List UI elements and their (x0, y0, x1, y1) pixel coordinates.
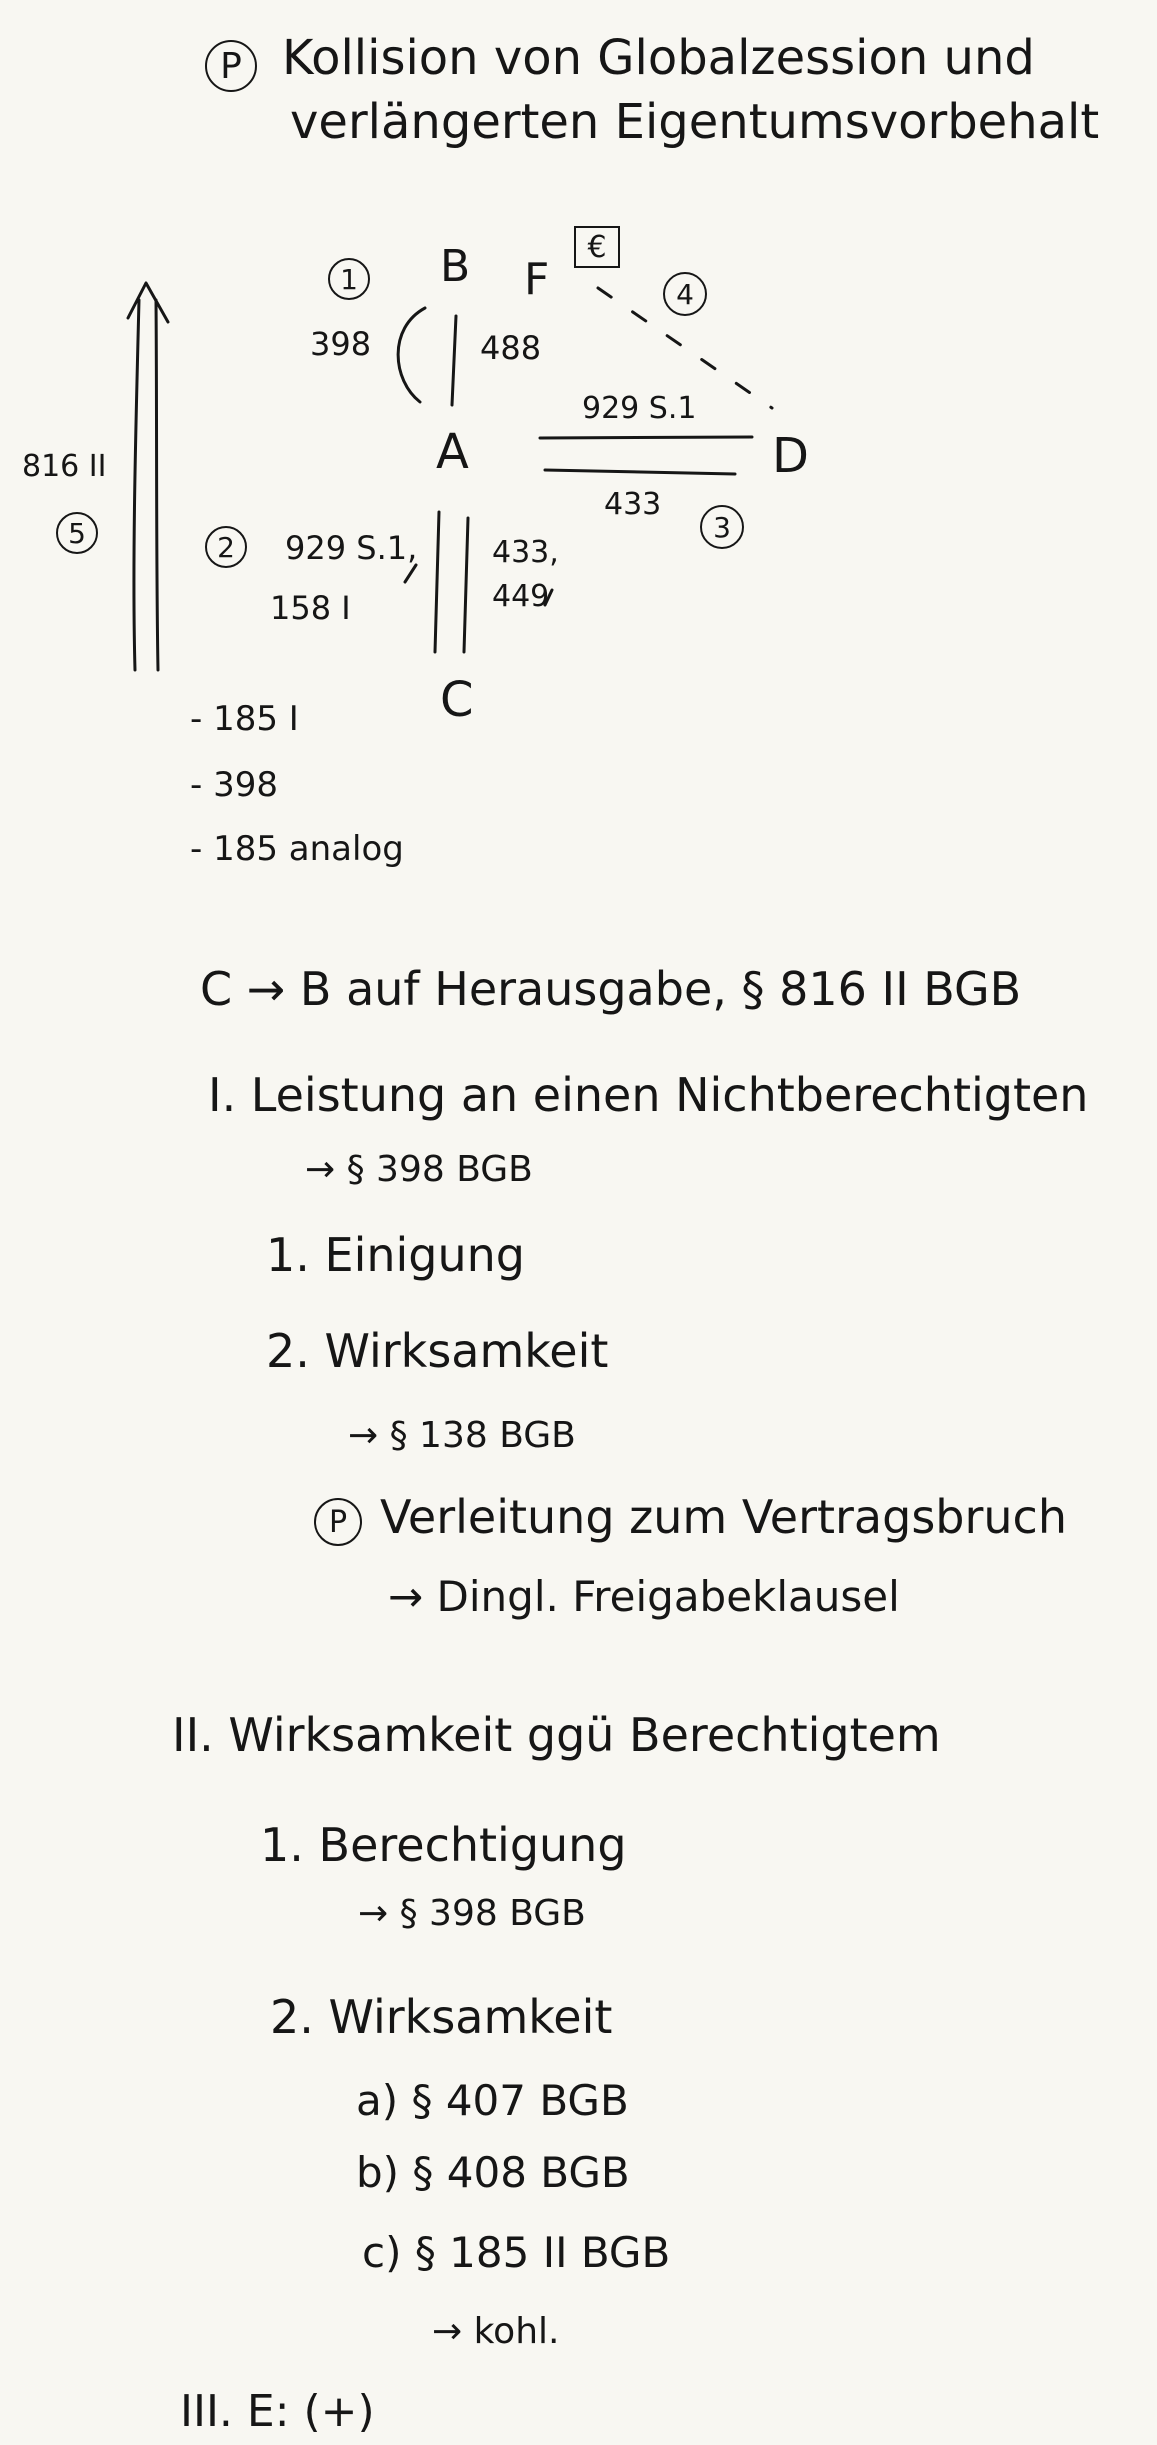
section-2-2-c: c) § 185 II BGB (362, 2228, 671, 2277)
line-a-d-bottom (545, 470, 735, 474)
section-1-2: 2. Wirksamkeit (266, 1324, 609, 1378)
arrow-five-right (156, 300, 158, 670)
line-a-c-left (435, 512, 439, 652)
euro-icon: € (587, 229, 607, 265)
label-ad-top: 929 S.1 (582, 391, 697, 426)
section-2-2-b: b) § 408 BGB (356, 2148, 630, 2197)
label-ac-left-1: 929 S.1, (285, 529, 418, 567)
line-b-a (452, 316, 456, 405)
section-2-title: II. Wirksamkeit ggü Berechtigtem (172, 1708, 941, 1762)
problem-marker: P (220, 45, 242, 87)
list-item: - 398 (190, 765, 278, 805)
list-item: - 185 analog (190, 829, 404, 869)
title-line-1: Kollision von Globalzession und (282, 30, 1035, 86)
arrow-five-left (134, 300, 139, 670)
circled-number-3: 3 (700, 505, 744, 549)
circled-number-5: 5 (56, 512, 98, 554)
problem-marker-2: P (328, 1504, 348, 1540)
section-2-2: 2. Wirksamkeit (270, 1990, 613, 2044)
label-ba-left: 398 (310, 325, 372, 363)
section-1-title: I. Leistung an einen Nichtberechtigten (208, 1068, 1089, 1122)
section-1-2-ref: → § 138 BGB (348, 1415, 576, 1456)
section-2-2-c-ref: → kohl. (432, 2311, 560, 2352)
node-b: B (440, 241, 471, 292)
node-a: A (436, 424, 469, 480)
section-2-1: 1. Berechtigung (260, 1818, 627, 1872)
label-ac-right-2: 449 (492, 579, 550, 614)
node-c: C (440, 672, 474, 728)
section-1-ref: → § 398 BGB (305, 1149, 533, 1190)
title-line-2: verlängerten Eigentumsvorbehalt (290, 94, 1100, 150)
arrow-five-head (128, 283, 168, 322)
list-item: - 185 I (190, 699, 299, 739)
section-2-2-a: a) § 407 BGB (356, 2076, 629, 2125)
node-f: F (524, 254, 550, 305)
section-2-1-ref: → § 398 BGB (358, 1893, 586, 1934)
section-1-2-problem: Verleitung zum Vertragsbruch (380, 1490, 1067, 1544)
node-d: D (772, 428, 809, 484)
euro-box (574, 226, 620, 268)
circled-number-4: 4 (663, 272, 707, 316)
label-ac-left-2: 158 I (270, 589, 351, 627)
circled-number-2: 2 (205, 526, 247, 568)
problem-marker-circle-2 (314, 1498, 362, 1546)
arc-398 (398, 308, 425, 402)
diagram-lines (0, 0, 1157, 760)
circled-number-1: 1 (328, 258, 370, 300)
label-ba-right: 488 (480, 329, 542, 367)
label-ac-right-1: 433, (492, 535, 559, 570)
section-1-2-problem-ref: → Dingl. Freigabeklausel (388, 1572, 900, 1621)
claim-heading: C → B auf Herausgabe, § 816 II BGB (200, 962, 1022, 1016)
section-3: III. E: (+) (180, 2386, 375, 2437)
line-a-d-top (540, 437, 752, 438)
line-a-c-right (464, 518, 468, 652)
comma-mark-1 (405, 565, 416, 582)
label-ad-bottom: 433 (604, 487, 662, 522)
section-1-1: 1. Einigung (266, 1228, 525, 1282)
label-side-left: 816 II (22, 449, 107, 484)
